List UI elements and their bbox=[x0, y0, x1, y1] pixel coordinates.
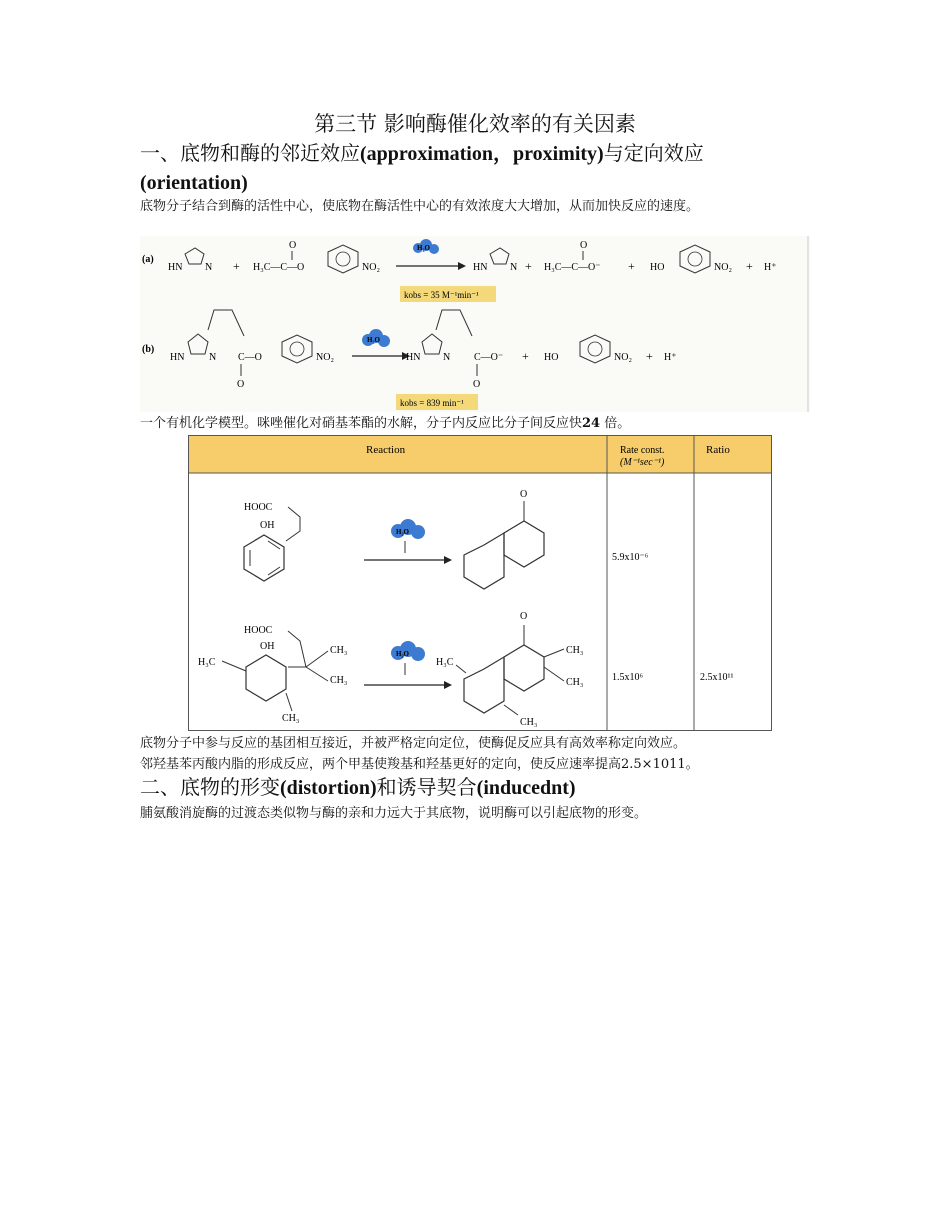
caption-end: 倍。 bbox=[604, 416, 631, 431]
header-ratio: Ratio bbox=[706, 444, 730, 456]
benzene-ring bbox=[328, 245, 358, 273]
row2-product-ch3-a: CH₃ bbox=[566, 645, 584, 656]
row-a-plus-3: + bbox=[628, 259, 635, 273]
row2-ratio: 2.5x10¹¹ bbox=[700, 672, 734, 683]
imidazole-ring bbox=[490, 248, 509, 264]
header-reaction: Reaction bbox=[366, 444, 406, 456]
row-b-p1-n: N bbox=[443, 352, 451, 363]
row-a-h: H⁺ bbox=[764, 262, 777, 273]
lactone-ring bbox=[504, 645, 544, 691]
row-b-no2: NO₂ bbox=[316, 352, 334, 363]
arrow-head bbox=[458, 262, 466, 270]
row-b-product-chain bbox=[436, 310, 472, 336]
row-b-carboxylate-o: O bbox=[473, 379, 481, 390]
row-a-r1-hn: HN bbox=[168, 262, 183, 273]
section-2-heading bbox=[140, 773, 820, 802]
row-a-plus-2: + bbox=[525, 259, 532, 273]
arrow-head bbox=[444, 681, 452, 689]
row2-product-h3c: H₃C bbox=[436, 657, 454, 668]
row2-product-ch3-c: CH₃ bbox=[520, 717, 538, 728]
arrow-head bbox=[444, 556, 452, 564]
imidazole-ring bbox=[422, 334, 442, 354]
row-b-r1-n: N bbox=[209, 352, 217, 363]
row-a-plus-1: + bbox=[233, 259, 240, 273]
section-1-heading-cn: 一、底物和酶的邻近效应 bbox=[140, 141, 360, 165]
row-a-rate: kobs = 35 M⁻¹min⁻¹ bbox=[404, 290, 479, 300]
benzene-ring bbox=[464, 657, 504, 713]
reaction-rate-table bbox=[188, 435, 772, 731]
row2-oh: OH bbox=[260, 641, 275, 652]
benzene-aromatic-circle bbox=[588, 342, 602, 356]
reaction-figure-1-svg bbox=[140, 236, 810, 412]
benzene-ring bbox=[464, 533, 504, 589]
row-a-ester: H₃C—C—O bbox=[253, 262, 305, 273]
section-2-heading-cn: 二、底物的形变 bbox=[140, 775, 280, 799]
orientation-paragraph: 底物分子中参与反应的基团相互接近，并被严格定向定位，使酶促反应具有高效率称定向效应。 bbox=[140, 736, 687, 751]
row1-rate: 5.9x10⁻⁶ bbox=[612, 552, 649, 563]
section-1-paragraph: 底物分子结合到酶的活性中心，使底物在酶活性中心的有效浓度大大增加，从而加快反应的速度。 bbox=[140, 199, 700, 214]
table-header-bg bbox=[188, 435, 772, 473]
row-b-plus-2: + bbox=[646, 349, 653, 363]
caption-text: 一个有机化学模型。咪唑催化对硝基苯酯的水解，分子内反应比分子间反应快 bbox=[140, 416, 583, 431]
row-b-label: (b) bbox=[142, 344, 155, 355]
header-rate: Rate const. bbox=[620, 445, 665, 456]
row-b-carboxylate: C—O⁻ bbox=[474, 352, 504, 363]
imidazole-ring bbox=[185, 248, 204, 264]
section-1-heading bbox=[140, 139, 820, 197]
section-2-heading-en2: (inducednt) bbox=[476, 777, 576, 799]
row-b-linker-chain bbox=[208, 310, 244, 336]
row2-ch3-b: CH₃ bbox=[330, 675, 348, 686]
row-a-acetate-o: O bbox=[580, 240, 588, 251]
row-b-r1-hn: HN bbox=[170, 352, 185, 363]
row2-ch3-a: CH₃ bbox=[330, 645, 348, 656]
row2-water: H₂O bbox=[396, 650, 409, 658]
row-a-no2: NO₂ bbox=[362, 262, 380, 273]
row-b-p-no2: NO₂ bbox=[614, 352, 632, 363]
row-b-h: H⁺ bbox=[664, 352, 677, 363]
benzene-aromatic-circle bbox=[688, 252, 702, 266]
row-b-rate: kobs = 839 min⁻¹ bbox=[400, 398, 464, 408]
benzene-ring bbox=[282, 335, 312, 363]
benzene-aromatic-circle bbox=[336, 252, 350, 266]
row-a-p1-n: N bbox=[510, 262, 518, 273]
row1-hooc: HOOC bbox=[244, 502, 273, 513]
benzene-ring bbox=[246, 655, 286, 701]
section-2-heading-cn2: 和诱导契合 bbox=[376, 775, 477, 799]
section-1-heading-cn2: 与定向效应 bbox=[603, 141, 704, 165]
row2-product-o: O bbox=[520, 611, 528, 622]
reaction-figure-1 bbox=[140, 236, 810, 412]
section-2-paragraph: 脯氨酸消旋酶的过渡态类似物与酶的亲和力远大于其底物，说明酶可以引起底物的形变。 bbox=[140, 806, 648, 821]
row-a-r1-n: N bbox=[205, 262, 213, 273]
row-a-acetate: H₃C—C—O⁻ bbox=[544, 262, 601, 273]
benzene-ring bbox=[580, 335, 610, 363]
row1-chain bbox=[286, 507, 300, 541]
section-1-heading-en: (approximation，proximity) bbox=[360, 143, 604, 165]
row1-oh: OH bbox=[260, 520, 275, 531]
caption-number: 24 bbox=[582, 416, 601, 431]
reaction-rate-table-svg bbox=[188, 435, 772, 731]
row-a-p1-hn: HN bbox=[473, 262, 488, 273]
lactone-ring bbox=[504, 521, 544, 567]
row-b-ester-o: O bbox=[237, 379, 245, 390]
row2-chain bbox=[288, 631, 306, 667]
section-1-heading-en2: (orientation) bbox=[140, 172, 248, 194]
row2-rate: 1.5x10⁶ bbox=[612, 672, 643, 683]
row2-ch3-c: CH₃ bbox=[282, 713, 300, 724]
figure-1-caption bbox=[140, 414, 840, 434]
row-b-p1-hn: HN bbox=[406, 352, 421, 363]
row1-ketone-o: O bbox=[520, 489, 528, 500]
row-b-ester: C—O bbox=[238, 352, 262, 363]
row-a-water: H₂O bbox=[417, 244, 430, 252]
benzene-ring bbox=[680, 245, 710, 273]
row-a-label: (a) bbox=[142, 254, 154, 265]
row2-product-ch3-b: CH₃ bbox=[566, 677, 584, 688]
row2-hooc: HOOC bbox=[244, 625, 273, 636]
row-b-water: H₂O bbox=[367, 336, 380, 344]
row1-water: H₂O bbox=[396, 528, 409, 536]
section-2-heading-en: (distortion) bbox=[280, 777, 377, 799]
row2-h3c: H₃C bbox=[198, 657, 216, 668]
row-a-ho: HO bbox=[650, 262, 665, 273]
row-a-p3-no2: NO₂ bbox=[714, 262, 732, 273]
lactone-paragraph: 邻羟基苯丙酸内脂的形成反应，两个甲基使羧基和羟基更好的定向，使反应速率提高2.5×1011。 bbox=[140, 757, 699, 772]
row-a-plus-4: + bbox=[746, 259, 753, 273]
page-title: 第三节 影响酶催化效率的有关因素 bbox=[314, 112, 636, 136]
benzene-aromatic-circle bbox=[290, 342, 304, 356]
row-b-ho: HO bbox=[544, 352, 559, 363]
header-rate-units: (M⁻¹sec⁻¹) bbox=[620, 457, 665, 468]
imidazole-ring bbox=[188, 334, 208, 354]
row-a-ester-o: O bbox=[289, 240, 297, 251]
row-b-plus-1: + bbox=[522, 349, 529, 363]
